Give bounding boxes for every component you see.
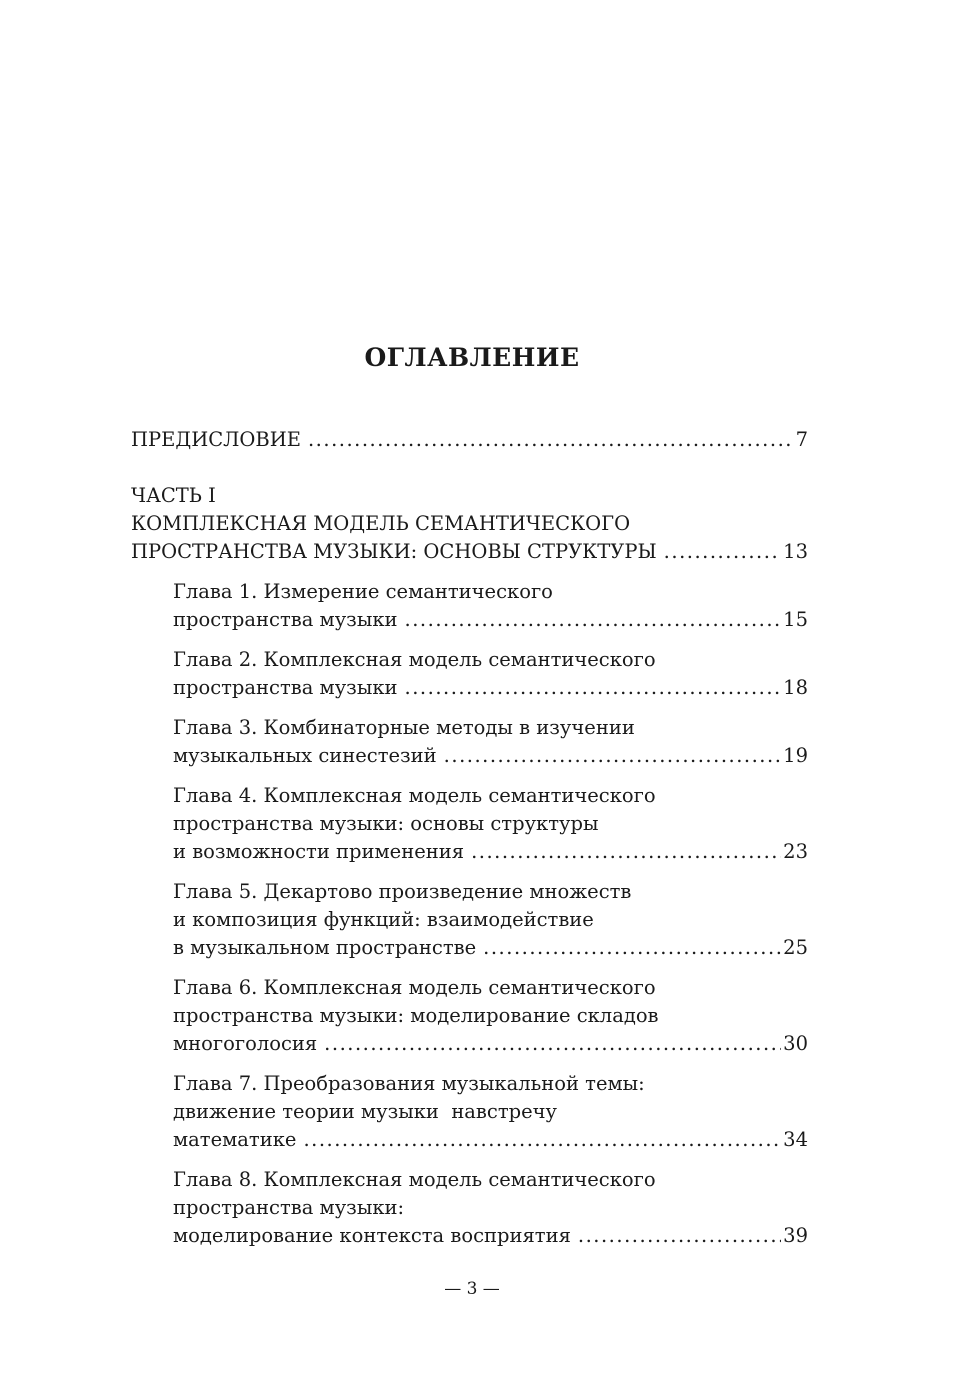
toc-line (131, 538, 808, 566)
toc-chapter-line: Глава 1. Измерение семантического (173, 580, 553, 603)
toc-entry-chapter-3 (173, 714, 808, 770)
toc-chapter-line: и возможности применения (173, 840, 465, 863)
toc-line (173, 1126, 808, 1154)
toc-chapter-line: в музыкальном пространстве (173, 936, 477, 959)
toc-entry-chapter-5 (173, 878, 808, 962)
toc-page-number: 23 (783, 840, 808, 863)
toc-line (173, 606, 808, 634)
toc-page-number: 19 (783, 744, 808, 767)
dot-leader (444, 742, 782, 770)
toc-line (173, 1030, 808, 1058)
toc-page-number: 30 (783, 1032, 808, 1055)
toc-page-number: 7 (795, 428, 808, 451)
dot-leader (324, 1030, 781, 1058)
toc-part-line: КОМПЛЕКСНАЯ МОДЕЛЬ СЕМАНТИЧЕСКОГО (131, 512, 631, 535)
toc-chapter-line: Глава 3. Комбинаторные методы в изучении (173, 716, 635, 739)
toc-page-number: 18 (783, 676, 808, 699)
table-of-contents (131, 426, 808, 1250)
toc-chapter-line: моделирование контекста восприятия (173, 1224, 571, 1247)
toc-chapter-line: Глава 7. Преобразования музыкальной темы: (173, 1072, 645, 1095)
toc-part-line: ЧАСТЬ I (131, 484, 216, 507)
toc-chapter-line: пространства музыки: моделирование складов (173, 1004, 659, 1027)
dot-leader (405, 606, 782, 634)
toc-page-number: 34 (783, 1128, 808, 1151)
toc-chapter-line: Глава 5. Декартово произведение множеств (173, 880, 632, 903)
toc-line (173, 838, 808, 866)
toc-entry-chapter-4 (173, 782, 808, 866)
dot-leader (308, 426, 794, 454)
toc-page-number: 15 (783, 608, 808, 631)
page-number-footer: — 3 — (444, 1279, 500, 1299)
toc-chapter-line: Глава 4. Комплексная модель семантического (173, 784, 656, 807)
toc-page-number: 39 (783, 1224, 808, 1247)
toc-chapter-line: многоголосия (173, 1032, 318, 1055)
dot-leader (471, 838, 781, 866)
toc-page-number: 25 (783, 936, 808, 959)
toc-entry-preface (131, 426, 808, 454)
toc-chapter-line: Глава 6. Комплексная модель семантического (173, 976, 656, 999)
toc-line (173, 742, 808, 770)
toc-line (131, 426, 808, 454)
toc-line (173, 1222, 808, 1250)
toc-entry-chapter-8 (173, 1166, 808, 1250)
dot-leader (483, 934, 781, 962)
dot-leader (664, 538, 782, 566)
toc-entry-label: ПРЕДИСЛОВИЕ (131, 428, 301, 451)
toc-chapter-line: движение теории музыки навстречу (173, 1100, 558, 1123)
dot-leader (578, 1222, 781, 1250)
toc-entry-part-1 (131, 482, 808, 566)
toc-line (173, 674, 808, 702)
toc-chapter-line: пространства музыки: основы структуры (173, 812, 599, 835)
toc-part-line: ПРОСТРАНСТВА МУЗЫКИ: ОСНОВЫ СТРУКТУРЫ (131, 540, 657, 563)
toc-chapter-line: Глава 2. Комплексная модель семантического (173, 648, 656, 671)
toc-entry-chapter-7 (173, 1070, 808, 1154)
toc-chapter-line: математике (173, 1128, 297, 1151)
toc-chapter-line: музыкальных синестезий (173, 744, 437, 767)
toc-chapter-line: пространства музыки (173, 676, 398, 699)
toc-entry-chapter-6 (173, 974, 808, 1058)
toc-chapter-line: пространства музыки (173, 608, 398, 631)
toc-entry-chapter-1 (173, 578, 808, 634)
toc-chapter-line: и композиция функций: взаимодействие (173, 908, 594, 931)
toc-chapter-line: пространства музыки: (173, 1196, 405, 1219)
dot-leader (405, 674, 782, 702)
page-title: ОГЛАВЛЕНИЕ (364, 343, 580, 372)
toc-chapter-line: Глава 8. Комплексная модель семантического (173, 1168, 656, 1191)
toc-line (173, 934, 808, 962)
toc-page-number: 13 (783, 540, 808, 563)
toc-entry-chapter-2 (173, 646, 808, 702)
dot-leader (303, 1126, 781, 1154)
